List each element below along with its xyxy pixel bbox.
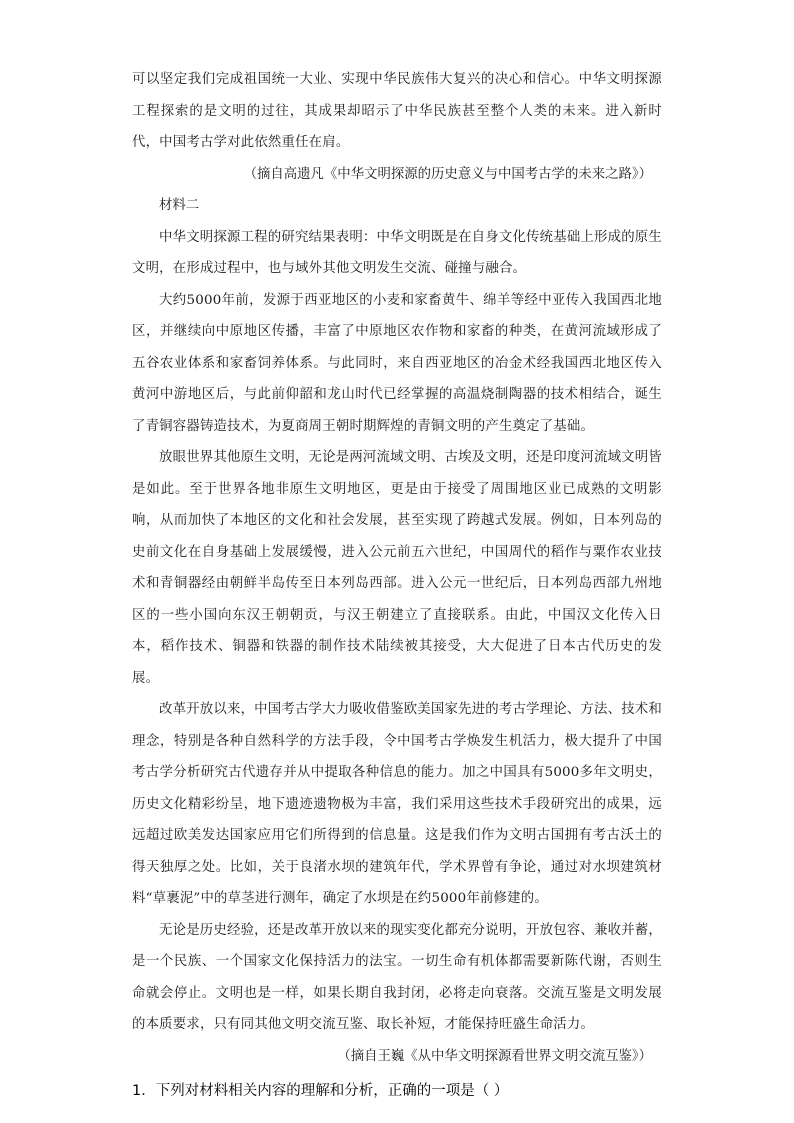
source-citation-2: （摘自王巍《从中华文明探源看世界文明交流互鉴》） [337,1048,652,1064]
paragraph-research-results: 中华文明探源工程的研究结果表明：中华文明既是在自身文化传统基础上形成的原生文明，在形成过程中，也与域外其他文明发生交流、碰撞与融合。 [132,229,662,276]
paragraph-5000-years-ago: 大约5000年前，发源于西亚地区的小麦和家畜黄牛、绵羊等经中亚传入我国西北地区，并继续向中原地区传播，丰富了中原地区农作物和家畜的种类，在黄河流域形成了五谷农业体系和家畜饲养体系。与此同时，来自西亚地区的冶金术经我国西北地区传入黄河中游地区后，与此前仰韶和龙山时代已经掌握的高温烧制陶器的技术相结合，诞生了青铜容器铸造技术，为夏商周王朝时期辉煌的青铜文明的产生奠定了基础。 [132,292,662,434]
paragraph-historical-experience: 无论是历史经验，还是改革开放以来的现实变化都充分说明，开放包容、兼收并蓄，是一个民族、一个国家文化保持活力的法宝。一切生命有机体都需要新陈代谢，否则生命就会停止。文明也是一样，如果长期自我封闭，必将走向衰落。交流互鉴是文明发展的本质要求，只有同其他文明交流互鉴、取长补短，才能保持旺盛生命活力。 [132,922,662,1032]
paragraph-intro-continuation: 可以坚定我们完成祖国统一大业、实现中华民族伟大复兴的决心和信心。中华文明探源工程探索的是文明的过往，其成果却昭示了中华民族甚至整个人类的未来。进入新时代，中国考古学对此依然重任在肩。 [132,72,662,150]
document-body [132,64,662,1107]
paragraph-reform-opening: 改革开放以来，中国考古学大力吸收借鉴欧美国家先进的考古学理论、方法、技术和理念，特别是各种自然科学的方法手段，令中国考古学焕发生机活力，极大提升了中国考古学分析研究古代遗存并从中提取各种信息的能力。加之中国具有5000多年文明史，历史文化精彩纷呈，地下遗迹遗物极为丰富，我们采用这些技术手段研究出的成果，远远超过欧美发达国家应用它们所得到的信息量。这是我们作为文明古国拥有考古沃土的得天独厚之处。比如，关于良渚水坝的建筑年代，学术界曾有争论，通过对水坝建筑材料“草裹泥”中的草茎进行测年，确定了水坝是在约5000年前修建的。 [132,702,662,906]
section-label-material-2: 材料二 [159,198,200,213]
paragraph-other-civilizations: 放眼世界其他原生文明，无论是两河流域文明、古埃及文明，还是印度河流域文明皆是如此。至于世界各地非原生文明地区，更是由于接受了周围地区业已成熟的文明影响，从而加快了本地区的文化和社会发展，甚至实现了跨越式发展。例如，日本列岛的史前文化在自身基础上发展缓慢，进入公元前五六世纪，中国周代的稻作与粟作农业技术和青铜器经由朝鲜半岛传至日本列岛西部。进入公元一世纪后，日本列岛西部九州地区的一些小国向东汉王朝朝贡，与汉王朝建立了直接联系。由此，中国汉文化传入日本，稻作技术、铜器和铁器的制作技术陆续被其接受，大大促进了日本古代历史的发展。 [132,450,662,686]
question-1: 1．下列对材料相关内容的理解和分析，正确的一项是（ ） [132,1083,509,1099]
source-citation-1: （摘自高遗凡《中华文明探源的历史意义与中国考古学的未来之路》） [243,166,652,182]
